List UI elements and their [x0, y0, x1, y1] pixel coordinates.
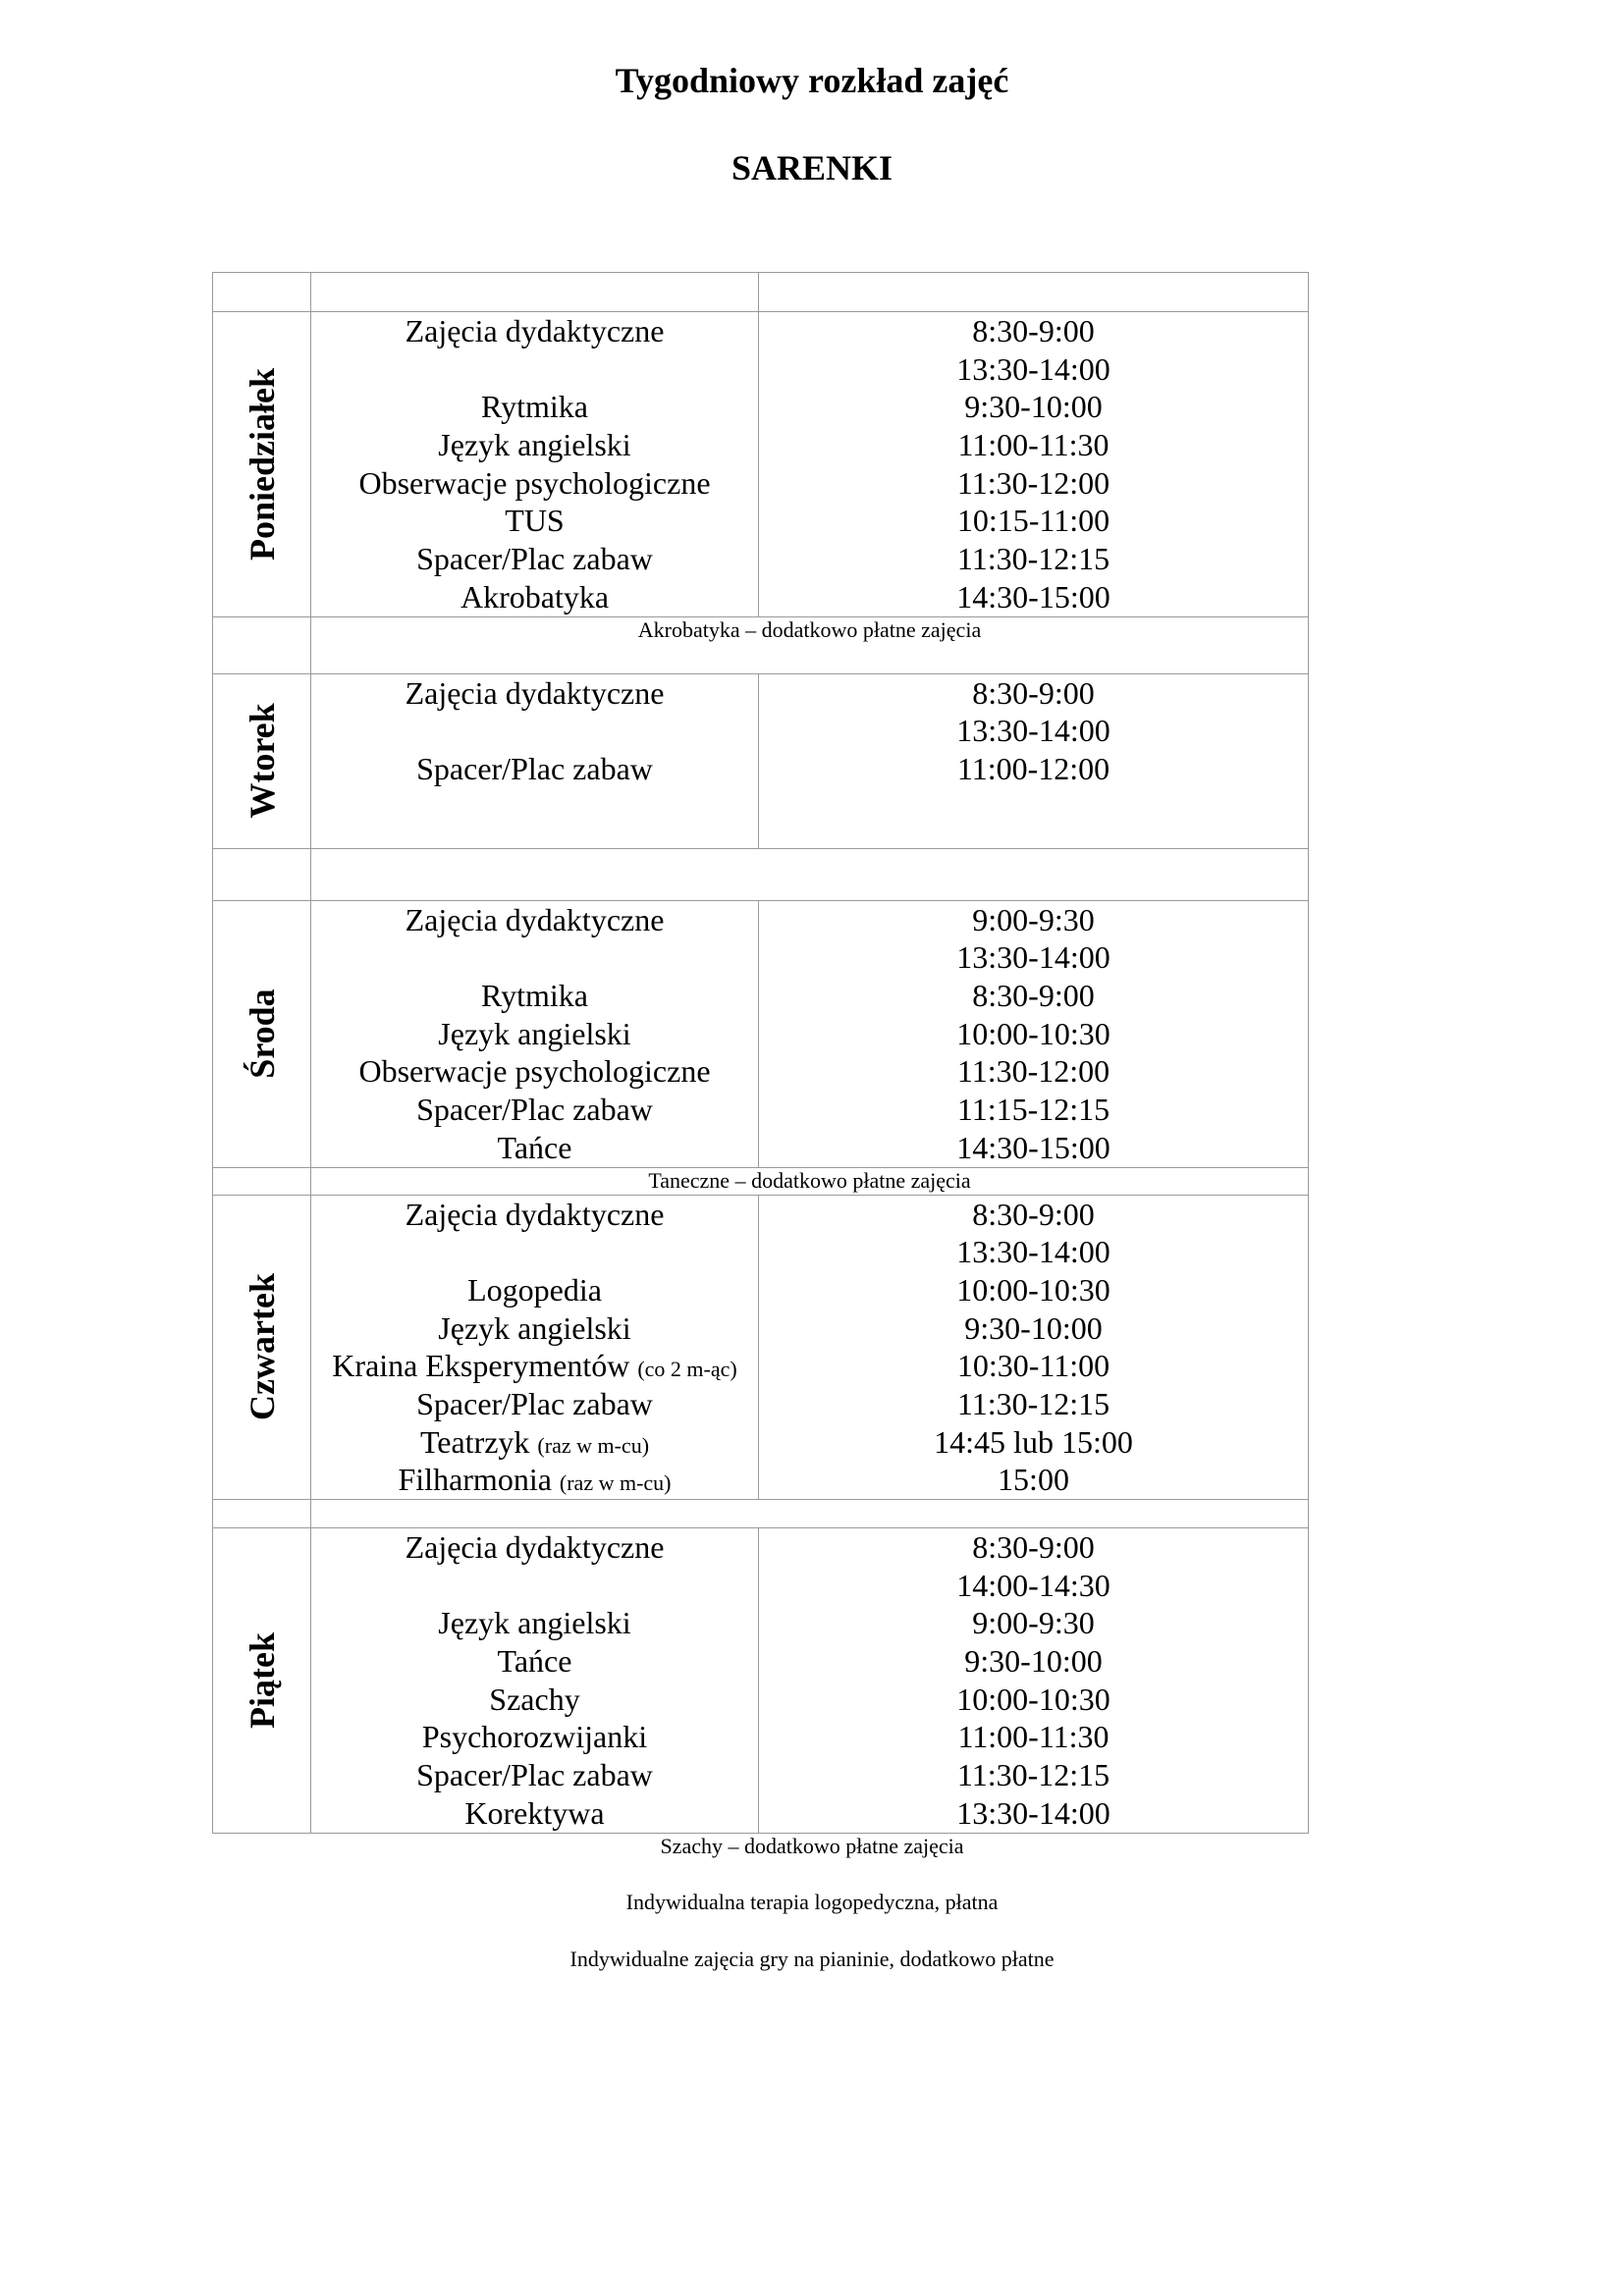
activity-name: Kraina Eksperymentów (co 2 m-ąc) — [332, 1348, 737, 1384]
activity-name: Akrobatyka — [460, 578, 610, 614]
activity-name: Korektywa — [464, 1794, 605, 1831]
day-cell — [213, 1528, 311, 1834]
page-title: Tygodniowy rozkład zajęć — [615, 61, 1009, 100]
times-cell — [759, 1195, 1309, 1500]
activity-name: Spacer/Plac zabaw — [416, 541, 653, 577]
day-row-wednesday — [213, 900, 1309, 1167]
activity-frequency: (raz w m-cu) — [537, 1432, 650, 1458]
day-note: Taneczne – dodatkowo płatne zajęcia — [311, 1167, 1309, 1195]
activity-time: 14:00-14:30 — [956, 1567, 1110, 1603]
activity-time: 13:30-14:00 — [956, 713, 1110, 749]
times-cell — [759, 900, 1309, 1167]
activity-time: 13:30-14:00 — [956, 1794, 1110, 1831]
activity-time: 11:00-12:00 — [956, 750, 1110, 786]
footer-note: Szachy – dodatkowo płatne zajęcia — [660, 1834, 964, 1858]
activity-time: 14:30-15:00 — [956, 1129, 1110, 1165]
activity-time: 9:30-10:00 — [964, 389, 1103, 425]
activity-name: Szachy — [489, 1681, 580, 1717]
activity-time: 14:45 lub 15:00 — [934, 1423, 1133, 1460]
activity-time: 10:30-11:00 — [956, 1348, 1110, 1384]
header-row — [213, 273, 1309, 312]
activity-time: 10:00-10:30 — [956, 1681, 1110, 1717]
activity-name: Zajęcia dydaktyczne — [405, 674, 665, 711]
activity-time: 10:00-10:30 — [956, 1015, 1110, 1051]
activity-frequency: (co 2 m-ąc) — [637, 1357, 737, 1382]
day-row-monday — [213, 312, 1309, 617]
day-row-thursday — [213, 1195, 1309, 1500]
group-name: SARENKI — [731, 148, 893, 187]
times-cell — [759, 1528, 1309, 1834]
activity-time: 11:30-12:00 — [956, 1053, 1110, 1090]
day-note: Akrobatyka – dodatkowo płatne zajęcia — [311, 616, 1309, 673]
activity-name — [311, 712, 758, 750]
footer-note: Indywidualna terapia logopedyczna, płatna — [625, 1890, 999, 1914]
day-label: Piątek — [242, 1631, 282, 1729]
activity-name: Filharmonia (raz w m-cu) — [398, 1462, 672, 1498]
activity-time: 11:15-12:15 — [956, 1091, 1110, 1127]
day-row-friday — [213, 1528, 1309, 1834]
activity-name: Spacer/Plac zabaw — [416, 1757, 653, 1793]
day-note — [311, 848, 1309, 900]
activity-time: 13:30-14:00 — [956, 350, 1110, 387]
activity-name: Język angielski — [438, 1015, 631, 1051]
activity-name — [311, 350, 758, 389]
activity-name: Zajęcia dydaktyczne — [405, 901, 665, 937]
activity-time: 9:30-10:00 — [964, 1309, 1103, 1346]
activity-name: Zajęcia dydaktyczne — [405, 1529, 665, 1565]
activity-name: Zajęcia dydaktyczne — [405, 1196, 665, 1232]
activity-name — [311, 938, 758, 977]
activities-cell — [311, 900, 759, 1167]
day-note — [311, 1500, 1309, 1528]
day-cell — [213, 312, 311, 617]
activity-time: 8:30-9:00 — [972, 977, 1095, 1013]
activity-name: Obserwacje psychologiczne — [358, 1053, 711, 1090]
activity-time: 11:30-12:15 — [956, 1757, 1110, 1793]
day-cell — [213, 673, 311, 848]
activity-time: 8:30-9:00 — [972, 313, 1095, 348]
activity-name: Obserwacje psychologiczne — [358, 464, 711, 501]
day-cell — [213, 900, 311, 1167]
activity-time: 11:00-11:30 — [957, 427, 1110, 463]
activity-time: 8:30-9:00 — [972, 1196, 1095, 1232]
activity-name: Teatrzyk (raz w m-cu) — [419, 1423, 650, 1460]
activity-name: Rytmika — [481, 977, 588, 1013]
activity-time: 8:30-9:00 — [972, 674, 1095, 711]
times-cell — [759, 673, 1309, 848]
activity-name: Spacer/Plac zabaw — [416, 1385, 653, 1421]
footer-note: Indywidualne zajęcia gry na pianinie, dodatkowo płatne — [569, 1947, 1055, 1971]
day-label: Wtorek — [242, 703, 282, 819]
activity-time: 9:00-9:30 — [972, 1605, 1095, 1641]
activity-time: 11:30-12:15 — [956, 1385, 1110, 1421]
activity-name: Język angielski — [438, 1309, 631, 1346]
activity-name: Język angielski — [438, 1605, 631, 1641]
activity-time: 9:30-10:00 — [964, 1643, 1103, 1680]
times-cell — [759, 312, 1309, 617]
note-row — [213, 1500, 1309, 1528]
note-row — [213, 616, 1309, 673]
day-cell — [213, 1195, 311, 1500]
activity-time: 15:00 — [998, 1462, 1069, 1498]
day-row-tuesday — [213, 673, 1309, 848]
day-label: Poniedziałek — [242, 367, 282, 561]
activities-cell — [311, 312, 759, 617]
activity-name: Spacer/Plac zabaw — [416, 750, 653, 786]
activity-name: Rytmika — [481, 389, 588, 425]
activity-name: Tańce — [497, 1643, 572, 1680]
activity-frequency: (raz w m-cu) — [559, 1470, 672, 1496]
activity-name: TUS — [505, 503, 565, 539]
day-label: Środa — [242, 988, 282, 1079]
day-label: Czwartek — [242, 1273, 282, 1421]
activities-cell — [311, 1195, 759, 1500]
activity-time: 10:00-10:30 — [956, 1271, 1110, 1308]
activity-time: 9:00-9:30 — [972, 901, 1095, 937]
activity-name: Logopedia — [467, 1271, 602, 1308]
activities-cell — [311, 673, 759, 848]
activity-time: 13:30-14:00 — [956, 1234, 1110, 1270]
activity-name: Spacer/Plac zabaw — [416, 1091, 653, 1127]
activity-name — [311, 1233, 758, 1271]
activity-time: 13:30-14:00 — [956, 939, 1110, 976]
activity-time: 11:30-12:15 — [956, 541, 1110, 577]
activity-name: Tańce — [497, 1129, 572, 1165]
schedule-table — [212, 272, 1309, 1834]
note-row — [213, 1167, 1309, 1195]
activity-time: 11:30-12:00 — [956, 464, 1110, 501]
activity-time: 10:15-11:00 — [956, 503, 1110, 539]
activities-cell — [311, 1528, 759, 1834]
activity-name: Zajęcia dydaktyczne — [405, 313, 665, 348]
activity-time: 8:30-9:00 — [972, 1529, 1095, 1565]
activity-name — [311, 1567, 758, 1605]
note-row — [213, 848, 1309, 900]
activity-time: 14:30-15:00 — [956, 578, 1110, 614]
activity-name: Język angielski — [438, 427, 631, 463]
activity-time: 11:00-11:30 — [957, 1719, 1110, 1755]
activity-name: Psychorozwijanki — [421, 1719, 648, 1755]
